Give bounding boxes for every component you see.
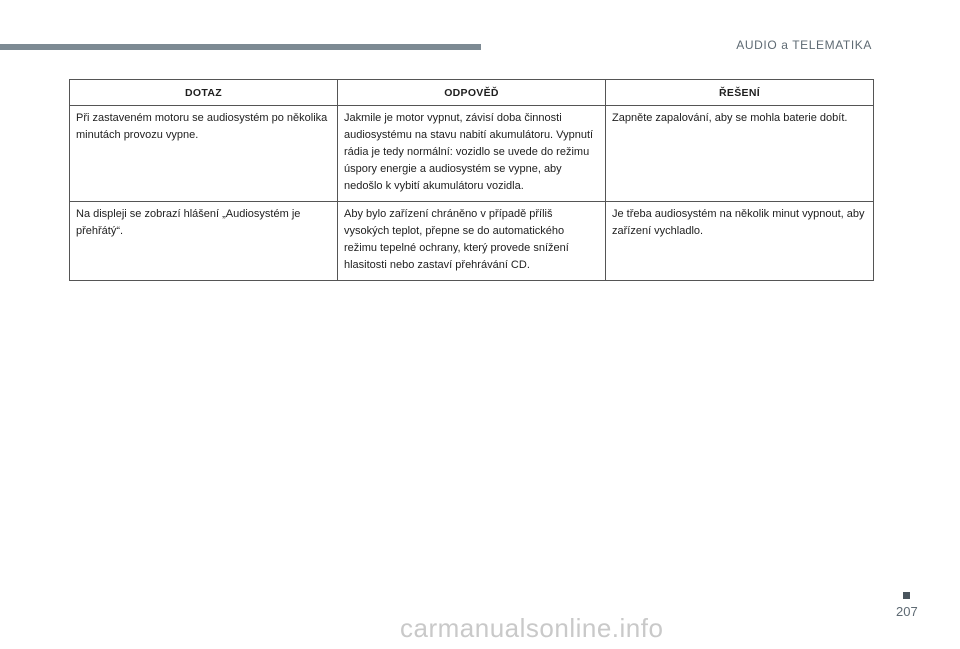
answer-cell: Aby bylo zařízení chráněno v případě příliš vysokých teplot, přepne se do automatického režimu tepelné ochrany, který provede snížení hlasitosti nebo zastaví přehrávání CD.	[338, 202, 606, 281]
troubleshooting-table	[69, 79, 874, 281]
table-header-row	[70, 80, 874, 106]
column-header-solution: ŘEŠENÍ	[606, 80, 874, 106]
question-cell: Na displeji se zobrazí hlášení „Audiosystém je přehřátý“.	[70, 202, 338, 281]
answer-cell: Jakmile je motor vypnut, závisí doba činnosti audiosystému na stavu nabití akumulátoru. Vypnutí rádia je tedy normální: vozidlo se uvede do režimu úspory energie a audiosystém se vypne, aby nedošlo k vybití akumulátoru vozidla.	[338, 106, 606, 202]
table-row	[70, 202, 874, 281]
table-row	[70, 106, 874, 202]
question-cell: Při zastaveném motoru se audiosystém po několika minutách provozu vypne.	[70, 106, 338, 202]
column-header-answer: ODPOVĚĎ	[338, 80, 606, 106]
watermark: carmanualsonline.info	[400, 613, 664, 643]
page-number: 207	[896, 604, 918, 619]
header-rule	[0, 44, 481, 50]
column-header-question: DOTAZ	[70, 80, 338, 106]
solution-cell: Zapněte zapalování, aby se mohla baterie dobít.	[606, 106, 874, 202]
section-title: AUDIO a TELEMATIKA	[736, 38, 872, 52]
continuation-marker	[903, 592, 910, 599]
solution-cell: Je třeba audiosystém na několik minut vypnout, aby zařízení vychladlo.	[606, 202, 874, 281]
